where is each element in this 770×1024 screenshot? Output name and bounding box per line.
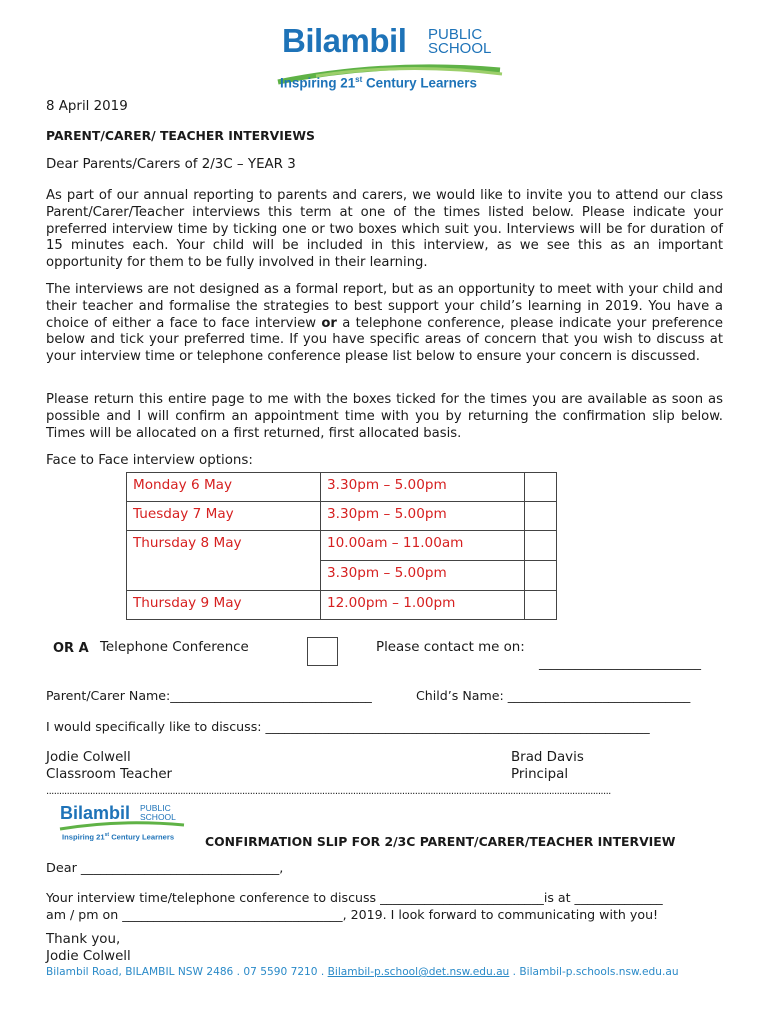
slip-line-2[interactable]: am / pm on ___________________________________, 2019. I look forward to communicating with you! bbox=[46, 907, 659, 922]
slip-logo-tagline bbox=[62, 832, 174, 842]
paragraph-1: As part of our annual reporting to parents and carers, we would like to invite you to attend our class Parent/Carer/Teacher interviews this term at one of the times listed below. Please indicate your preferred interview time by ticking one or two boxes which suit you. Interviews will be for duration of 15 minutes each. Your child will be included in this interview, as we see this as an important opportunity for them to be fully involved in their learning. bbox=[46, 188, 723, 271]
paragraph-2-a: The interviews are not designed as a formal report, but as an opportunity to meet with your child and their teacher and formalise the strategies to best support your child’s learning in 2019. You have a choice of either a face to face interview bbox=[46, 282, 723, 331]
telephone-label: Telephone Conference bbox=[100, 640, 249, 655]
slip-logo bbox=[58, 801, 188, 845]
option-checkbox[interactable] bbox=[525, 591, 557, 620]
slip-logo-public: PUBLIC bbox=[140, 803, 171, 813]
logo-tagline bbox=[280, 75, 477, 90]
or-a-label: OR A bbox=[53, 641, 89, 656]
option-checkbox[interactable] bbox=[525, 531, 557, 561]
slip-tagline-pre: Inspiring 21 bbox=[62, 832, 105, 842]
slip-logo-school: SCHOOL bbox=[140, 812, 176, 822]
letter-date: 8 April 2019 bbox=[46, 99, 128, 114]
table-row bbox=[127, 591, 557, 620]
school-logo bbox=[276, 16, 506, 96]
letter-salutation: Dear Parents/Carers of 2/3C – YEAR 3 bbox=[46, 157, 296, 172]
parent-name-field[interactable]: Parent/Carer Name:________________________________ bbox=[46, 688, 372, 703]
contact-number-field[interactable]: ___________________________ bbox=[539, 656, 701, 670]
option-time: 3.30pm – 5.00pm bbox=[321, 473, 525, 502]
option-day: Tuesday 7 May bbox=[127, 502, 321, 531]
tagline-post: Century Learners bbox=[362, 75, 477, 91]
slip-line-1[interactable]: Your interview time/telephone conference to discuss __________________________is at ______________ bbox=[46, 890, 663, 905]
footer-email-link[interactable]: Bilambil-p.school@det.nsw.edu.au bbox=[327, 966, 510, 978]
letter-heading: PARENT/CARER/ TEACHER INTERVIEWS bbox=[46, 128, 315, 143]
logo-public: PUBLIC bbox=[428, 26, 483, 43]
table-row bbox=[127, 502, 557, 531]
discuss-field[interactable]: I would specifically like to discuss: _____________________________________________________________ bbox=[46, 719, 650, 734]
option-day: Thursday 8 May bbox=[127, 531, 321, 591]
option-time: 12.00pm – 1.00pm bbox=[321, 591, 525, 620]
tagline-pre: Inspiring 21 bbox=[280, 75, 356, 91]
option-time: 3.30pm – 5.00pm bbox=[321, 561, 525, 591]
footer-website: . Bilambil-p.schools.nsw.edu.au bbox=[509, 966, 679, 978]
table-row bbox=[127, 473, 557, 502]
child-name-field[interactable]: Child’s Name: _____________________________ bbox=[416, 688, 691, 703]
option-checkbox[interactable] bbox=[525, 561, 557, 591]
paragraph-2-b: a telephone conference, please indicate your preference below and tick your preferred time. If you have specific areas of concern that you wish to discuss at your interview time or telephone conference please list below to ensure your concern is discussed. bbox=[46, 315, 723, 365]
option-day: Thursday 9 May bbox=[127, 591, 321, 620]
option-checkbox[interactable] bbox=[525, 473, 557, 502]
teacher-name: Jodie Colwell bbox=[46, 750, 131, 765]
option-time: 10.00am – 11.00am bbox=[321, 531, 525, 561]
slip-tagline-sup: st bbox=[104, 832, 110, 838]
options-label: Face to Face interview options: bbox=[46, 453, 253, 468]
option-day: Monday 6 May bbox=[127, 473, 321, 502]
principal-name: Brad Davis bbox=[511, 750, 584, 765]
logo-name: Bilambil bbox=[282, 22, 407, 59]
paragraph-3: Please return this entire page to me with the boxes ticked for the times you are available as soon as possible and I will confirm an appointment time with you by returning the confirmation slip below. Times will be allocated on a first returned, first allocated basis. bbox=[46, 392, 723, 441]
paragraph-2 bbox=[46, 282, 723, 366]
contact-label: Please contact me on: bbox=[376, 640, 525, 655]
table-row bbox=[127, 531, 557, 561]
paragraph-2-or: or bbox=[321, 315, 337, 331]
slip-logo-name: Bilambil bbox=[60, 803, 131, 823]
slip-dear-field[interactable]: Dear _______________________________, bbox=[46, 861, 284, 876]
tagline-sup: st bbox=[355, 75, 363, 84]
logo-school: SCHOOL bbox=[428, 40, 492, 57]
interview-options-table bbox=[126, 472, 557, 620]
option-time: 3.30pm – 5.00pm bbox=[321, 502, 525, 531]
option-checkbox[interactable] bbox=[525, 502, 557, 531]
principal-title: Principal bbox=[511, 767, 569, 782]
teacher-title: Classroom Teacher bbox=[46, 767, 173, 782]
telephone-checkbox[interactable] bbox=[307, 637, 338, 666]
footer-address: Bilambil Road, BILAMBIL NSW 2486 . 07 5590 7210 . bbox=[46, 966, 328, 978]
slip-tagline-post: Century Learners bbox=[109, 832, 175, 842]
thanks-text: Thank you, bbox=[46, 932, 121, 947]
slip-title: CONFIRMATION SLIP FOR 2/3C PARENT/CARER/TEACHER INTERVIEW bbox=[205, 834, 676, 849]
footer-contact bbox=[46, 966, 679, 978]
signature-name: Jodie Colwell bbox=[46, 949, 131, 964]
cut-line: ........................................................................................................................................................................................................................... bbox=[46, 786, 611, 797]
